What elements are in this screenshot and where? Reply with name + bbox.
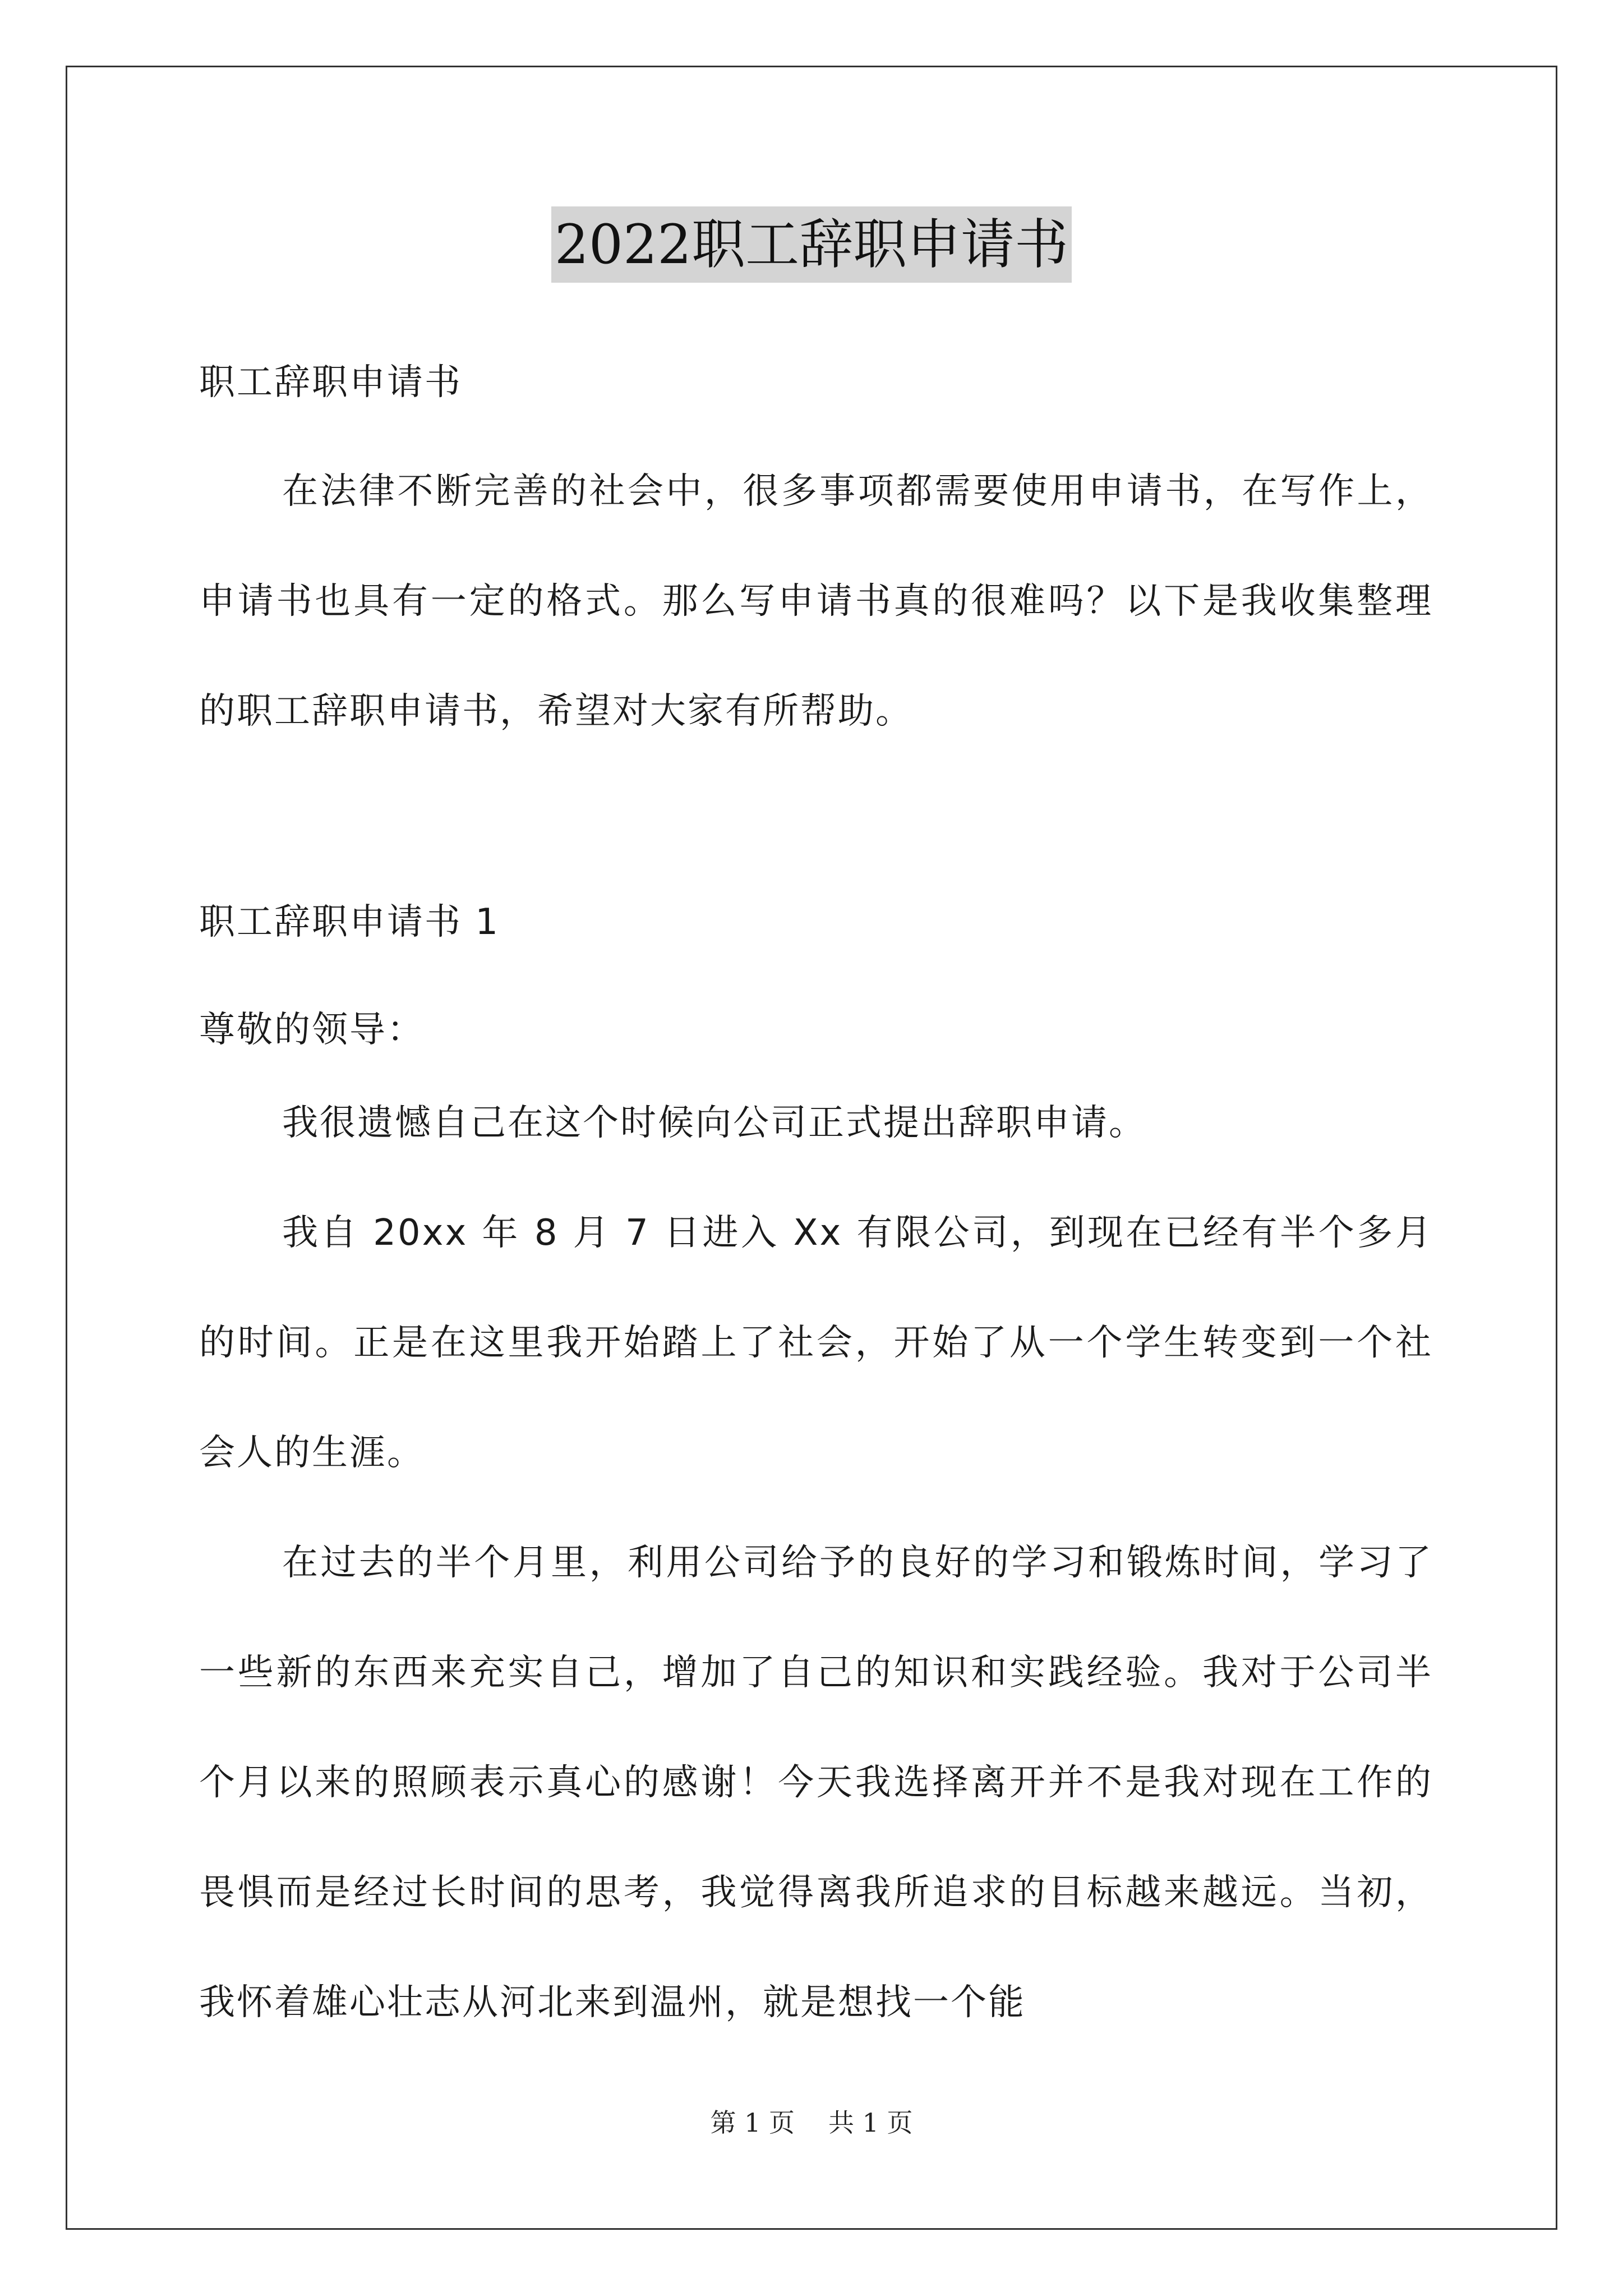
section-heading: 职工辞职申请书 1	[199, 901, 500, 943]
body-paragraph-2: 我自 20xx 年 8 月 7 日进入 Xx 有限公司，到现在已经有半个多月的时间。正是在这里我开始踏上了社会，开始了从一个学生转变到一个社会人的生涯。	[199, 1212, 1433, 1474]
document-title: 2022职工辞职申请书	[551, 206, 1072, 283]
page-footer	[0, 2102, 1623, 2139]
body-paragraph-1: 我很遗憾自己在这个时候向公司正式提出辞职申请。	[282, 1102, 1146, 1144]
document-subtitle: 职工辞职申请书	[199, 362, 462, 403]
page-number: 第 1 页	[710, 2108, 795, 2138]
title-container	[0, 206, 1623, 283]
intro-paragraph: 在法律不断完善的社会中，很多事项都需要使用申请书，在写作上，申请书也具有一定的格式。那么写申请书真的很难吗？以下是我收集整理的职工辞职申请书，希望对大家有所帮助。	[199, 471, 1433, 732]
page-total: 共 1 页	[828, 2108, 913, 2138]
salutation: 尊敬的领导：	[199, 1009, 425, 1051]
body-paragraph-3: 在过去的半个月里，利用公司给予的良好的学习和锻炼时间，学习了一些新的东西来充实自己，增加了自己的知识和实践经验。我对于公司半个月以来的照顾表示真心的感谢！今天我选择离开并不是我对现在工作的畏惧而是经过长时间的思考，我觉得离我所追求的目标越来越远。当初，我怀着雄心壮志从河北来到温州，就是想找一个能	[199, 1542, 1433, 2023]
